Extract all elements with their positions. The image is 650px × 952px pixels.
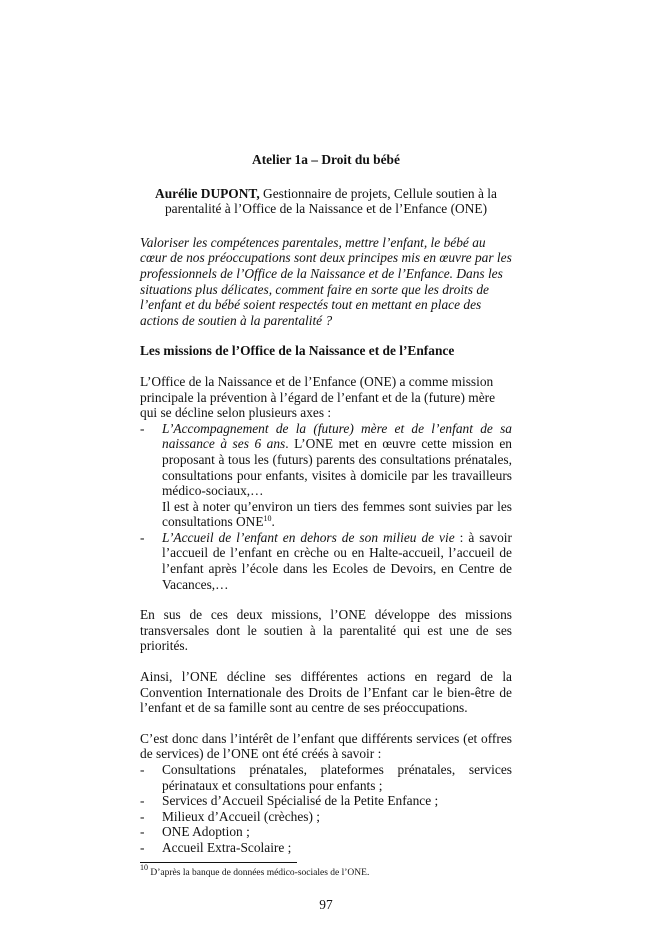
list-dash: - [140, 839, 145, 855]
author-name: Aurélie DUPONT, [155, 185, 260, 201]
list-item [140, 762, 512, 793]
intro-paragraph: L’Office de la Naissance et de l’Enfance (ONE) a comme mission principale la prévention à l’égard de l’enfant et de la (future) mère qui se décline selon plusieurs axes : [140, 373, 496, 421]
author-line [140, 186, 512, 217]
missions-list [140, 421, 512, 593]
list-item [140, 530, 512, 592]
paragraph-services: C’est donc dans l’intérêt de l’enfant que différents services (et offres de services) de l’ONE ont été créés à savoir : [140, 730, 512, 762]
item-text: : à savoir l’accueil de l’enfant en crèche ou en Halte-accueil, l’accueil de l’enfant après l’école dans les Ecoles de Devoirs, en Centre de Vacances,… [162, 529, 512, 592]
list-dash: - [140, 824, 145, 840]
footnote-divider [140, 862, 297, 863]
list-item [140, 421, 512, 530]
list-item [140, 793, 512, 809]
item-text: Services d’Accueil Spécialisé de la Petite Enfance ; [162, 793, 439, 809]
list-dash: - [140, 529, 145, 545]
footnote-ref: 10 [263, 514, 272, 524]
footnote [140, 862, 512, 879]
item-title: L’Accompagnement de la (future) mère et de l’enfant de sa naissance à ses 6 ans [162, 420, 512, 452]
page-number: 97 [319, 896, 333, 912]
abstract: Valoriser les compétences parentales, mettre l’enfant, le bébé au cœur de nos préoccupations sont deux principes mis en œuvre par les professionnels de l’Office de la Naissance et de l’Enfance. Dans les situations plus délicates, comment faire en sorte que les droits de l’enfant et du bébé soient respectés tout en mettant en place des actions de soutien à la parentalité ? [140, 234, 512, 328]
list-item [140, 824, 512, 840]
item-note-end: . [271, 514, 275, 530]
item-text: . L’ONE met en œuvre cette mission en proposant à tous les (futurs) parents des consultations prénatales, consultations pour enfants, visites à domicile par les travailleurs médico-sociaux,… [162, 436, 512, 499]
list-item [140, 840, 512, 856]
list-item [140, 809, 512, 825]
item-title: L’Accueil de l’enfant en dehors de son milieu de vie [162, 529, 455, 545]
footnote-number: 10 [140, 862, 148, 872]
item-text: ONE Adoption ; [162, 824, 250, 840]
list-dash: - [140, 420, 145, 436]
item-text: Consultations prénatales, plateformes prénatales, services périnataux et consultations pour enfants ; [162, 762, 512, 793]
list-dash: - [140, 793, 145, 809]
item-text: Milieux d’Accueil (crèches) ; [162, 808, 321, 824]
document-page [140, 0, 512, 952]
footnote-text: D’après la banque de données médico-sociales de l’ONE. [148, 867, 370, 878]
list-dash: - [140, 762, 145, 777]
list-dash: - [140, 808, 145, 824]
paragraph-convention: Ainsi, l’ONE décline ses différentes actions en regard de la Convention Internationale des Droits de l’Enfant car le bien-être de l’enfant et de sa famille sont au centre de ses préoccupations. [140, 669, 512, 716]
services-list [140, 762, 512, 856]
section-heading: Les missions de l’Office de la Naissance et de l’Enfance [140, 343, 455, 359]
item-note: Il est à noter qu’environ un tiers des femmes sont suivies par les consultations ONE [162, 498, 512, 530]
paragraph-transversal: En sus de ces deux missions, l’ONE développe des missions transversales dont le soutien à la parentalité qui est une de ses priorités. [140, 607, 512, 654]
item-text: Accueil Extra-Scolaire ; [162, 839, 292, 855]
author-role: Gestionnaire de projets, Cellule soutien à la parentalité à l’Office de la Naissance et de l’Enfance (ONE) [164, 185, 497, 217]
page-title: Atelier 1a – Droit du bébé [252, 152, 400, 167]
